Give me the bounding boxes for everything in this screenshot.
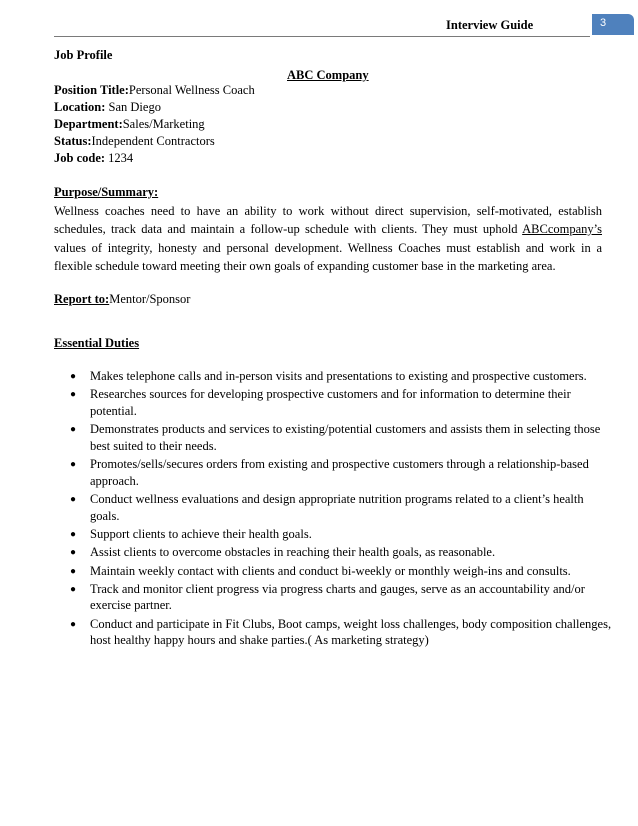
company-name: ABC Company [287,68,369,82]
company-link[interactable]: ABCcompany’s [522,222,602,237]
department-label: Department: [54,117,123,131]
list-item [70,563,612,580]
bullet-icon: ● [70,459,77,471]
header-rule [54,36,590,37]
bullet-icon: ● [70,583,77,595]
job-code-line [54,150,133,166]
essential-duties-heading: Essential Duties [54,336,140,350]
purpose-paragraph [54,202,602,275]
duty-text: Conduct and participate in Fit Clubs, Boot camps, weight loss challenges, body composition challenges, host healthy happy hours and shake parties.( As marketing strategy) [90,616,612,648]
list-item [70,616,612,650]
location-value: San Diego [105,100,161,114]
duty-text: Makes telephone calls and in-person visits and presentations to existing and prospective customers. [90,369,587,383]
list-item [70,526,612,543]
bullet-icon: ● [70,494,77,506]
bullet-icon: ● [70,618,77,630]
list-item [70,386,612,420]
department-line [54,116,205,132]
purpose-text-after: values of integrity, honesty and personal development. Wellness Coaches must establish and work in a flexible schedule toward meeting their own goals of expanding customer base in the marketing area. [54,240,602,273]
status-line [54,133,215,149]
report-to-value: Mentor/Sponsor [109,292,191,306]
status-label: Status: [54,134,92,148]
report-to-line [54,291,190,307]
header-title: Interview Guide [446,18,534,32]
page-number-box [592,14,634,35]
duty-text: Assist clients to overcome obstacles in reaching their health goals, as reasonable. [90,545,496,560]
job-profile-heading: Job Profile [54,48,113,62]
location-label: Location: [54,100,106,114]
duty-text: Support clients to achieve their health goals. [90,527,312,542]
list-item [70,581,612,615]
duty-text: Conduct wellness evaluations and design appropriate nutrition programs related to a client’s health goals. [90,492,584,523]
list-item [70,368,612,385]
bullet-icon: ● [70,389,77,401]
duty-text: Promotes/sells/secures orders from existing and prospective customers through a relationship-based approach. [90,457,589,488]
bullet-icon: ● [70,424,77,436]
location-line [54,99,161,115]
job-code-label: Job code: [54,151,106,165]
bullet-icon: ● [70,371,77,382]
list-item [70,491,612,525]
duty-text: Maintain weekly contact with clients and conduct bi-weekly or monthly weigh-ins and consults. [90,563,571,578]
position-title-line [54,82,255,98]
bullet-icon: ● [70,529,77,541]
department-value: Sales/Marketing [122,117,205,131]
bullet-icon: ● [70,547,77,559]
list-item [70,544,612,561]
duty-text: Researches sources for developing prospective customers and for information to determine their potential. [90,387,571,418]
job-code-value: 1234 [105,151,134,165]
status-value: Independent Contractors [91,134,215,148]
duties-list [0,368,638,651]
list-item [70,421,612,455]
purpose-heading: Purpose/Summary: [54,185,159,199]
position-value: Personal Wellness Coach [128,83,255,97]
position-label: Position Title: [54,83,129,97]
duty-text: Demonstrates products and services to existing/potential customers and assists them in selecting those best suited to their needs. [90,422,601,453]
list-item [70,456,612,490]
report-to-label: Report to: [54,292,110,306]
purpose-text-before: Wellness coaches need to have an ability to work without direct supervision, self-motivated, establish schedules, track data and maintain a follow-up schedule with clients. They must uphold [54,204,602,237]
bullet-icon: ● [70,565,77,577]
duty-text: Track and monitor client progress via progress charts and gauges, serve as an accountability and/or exercise partner. [90,581,585,613]
page-number: 3 [600,17,607,29]
